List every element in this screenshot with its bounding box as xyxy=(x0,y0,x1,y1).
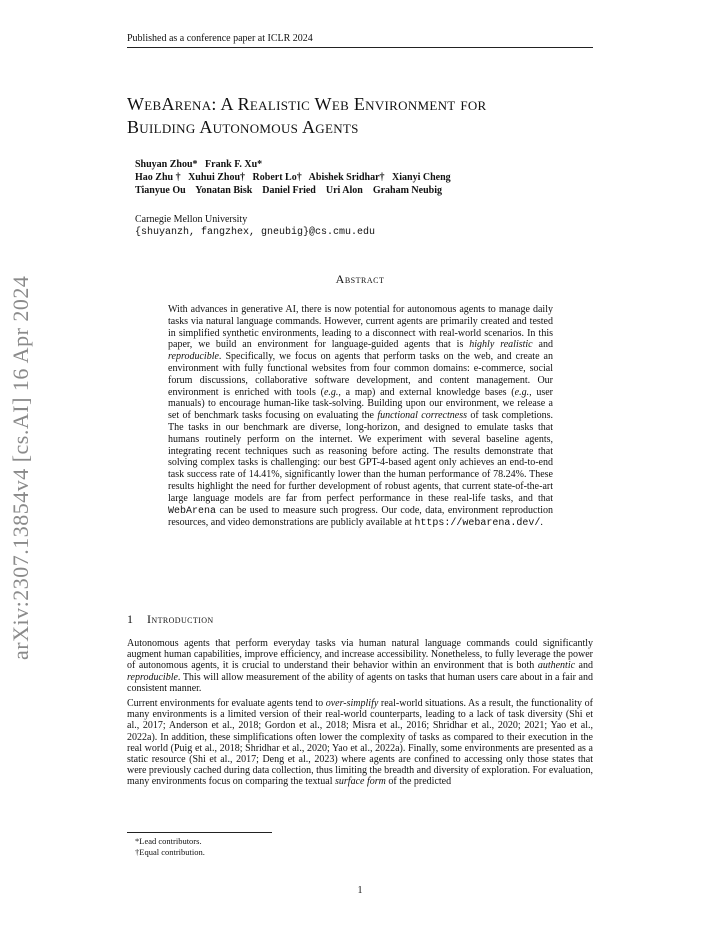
footnote-lead: *Lead contributors. xyxy=(135,836,202,846)
section-number: 1 xyxy=(127,612,133,626)
abstract-body xyxy=(168,304,553,530)
footnote-rule xyxy=(127,832,272,833)
affiliation xyxy=(135,213,375,239)
intro-paragraph-2: Current environments for evaluate agents tend to over-simplify real-world situations. As a result, the functionality of many environments is a limited version of their real-world counterparts, leading to a lack of task diversity (Shi et al., 2017; Anderson et al., 2018; Gordon et al., 2018; Misra et al., 2016; Shridhar et al., 2020; 2021; Yao et al., 2022a). In addition, these simplifications often lower the complexity of tasks as compared to their execution in the real world (Puig et al., 2018; Shridhar et al., 2020; Yao et al., 2022a). Finally, some environments are presented as a static resource (Shi et al., 2017; Deng et al., 2023) where agents are confined to accessing only those states that were previously cached during data collection, thus limiting the breadth and diversity of exploration. For evaluation, many environments focus on comparing the textual surface form of the predicted xyxy=(127,698,593,788)
running-header: Published as a conference paper at ICLR 2024 xyxy=(127,33,593,48)
author-line-3: Tianyue Ou Yonatan Bisk Daniel Fried Uri Alon Graham Neubig xyxy=(135,185,442,196)
footnotes xyxy=(135,836,205,857)
page-number: 1 xyxy=(357,885,363,896)
intro-paragraph-1: Autonomous agents that perform everyday tasks via human natural language commands could significantly augment human capabilities, improve efficiency, and increase accessibility. Nonetheless, to fully leverage the power of autonomous agents, it is crucial to understand their behavior within an environment that is both authentic and reproducible. This will allow measurement of the ability of agents on tasks that human users care about in a fair and consistent manner. xyxy=(127,638,593,694)
footnote-equal: †Equal contribution. xyxy=(135,846,205,857)
abstract-paragraph: With advances in generative AI, there is now potential for autonomous agents to manage daily tasks via natural language commands. However, current agents are primarily created and tested in simplified synthetic environments, leading to a disconnect with real-world scenarios. In this paper, we build an environment for language-guided agents that is highly realistic and reproducible. Specifically, we focus on agents that perform tasks on the web, and create an environment with fully functional websites from four common domains: e-commerce, social forum discussions, collaborative software development, and content management. Our environment is enriched with tools (e.g., a map) and external knowledge bases (e.g., user manuals) to encourage human-like task-solving. Building upon our environment, we release a set of benchmark tasks focusing on evaluating the functional correctness of task completions. The tasks in our benchmark are diverse, long-horizon, and designed to emulate tasks that humans routinely perform on the internet. We experiment with several baseline agents, integrating recent techniques such as reasoning before acting. The results demonstrate that solving complex tasks is challenging: our best GPT-4-based agent only achieves an end-to-end task success rate of 14.41%, significantly lower than the human performance of 78.24%. These results highlight the need for further development of robust agents, that current state-of-the-art large language models are far from perfect performance in these real-life tasks, and that WebArena can be used to measure such progress. Our code, data, environment reproduction resources, and video demonstrations are publicly available at https://webarena.dev/. xyxy=(168,304,554,530)
section-heading xyxy=(127,612,214,627)
introduction-body xyxy=(127,638,593,792)
title-line-2: Building Autonomous Agents xyxy=(127,117,359,137)
author-emails[interactable]: {shuyanzh, fangzhex, gneubig}@cs.cmu.edu xyxy=(135,227,376,238)
project-url-link[interactable]: https://webarena.dev/ xyxy=(414,518,541,530)
arxiv-stamp: arXiv:2307.13854v4 [cs.AI] 16 Apr 2024 xyxy=(8,275,33,660)
author-line-1: Shuyan Zhou* Frank F. Xu* xyxy=(135,159,263,170)
author-list xyxy=(135,158,451,197)
title-line-1: WebArena: A Realistic Web Environment for xyxy=(127,94,487,114)
institution: Carnegie Mellon University xyxy=(135,214,248,225)
author-line-2: Hao Zhu † Xuhui Zhou† Robert Lo† Abishek Sridhar† Xianyi Cheng xyxy=(135,172,451,183)
paper-title xyxy=(127,93,607,139)
section-title: Introduction xyxy=(147,612,214,626)
abstract-heading: Abstract xyxy=(335,272,385,286)
